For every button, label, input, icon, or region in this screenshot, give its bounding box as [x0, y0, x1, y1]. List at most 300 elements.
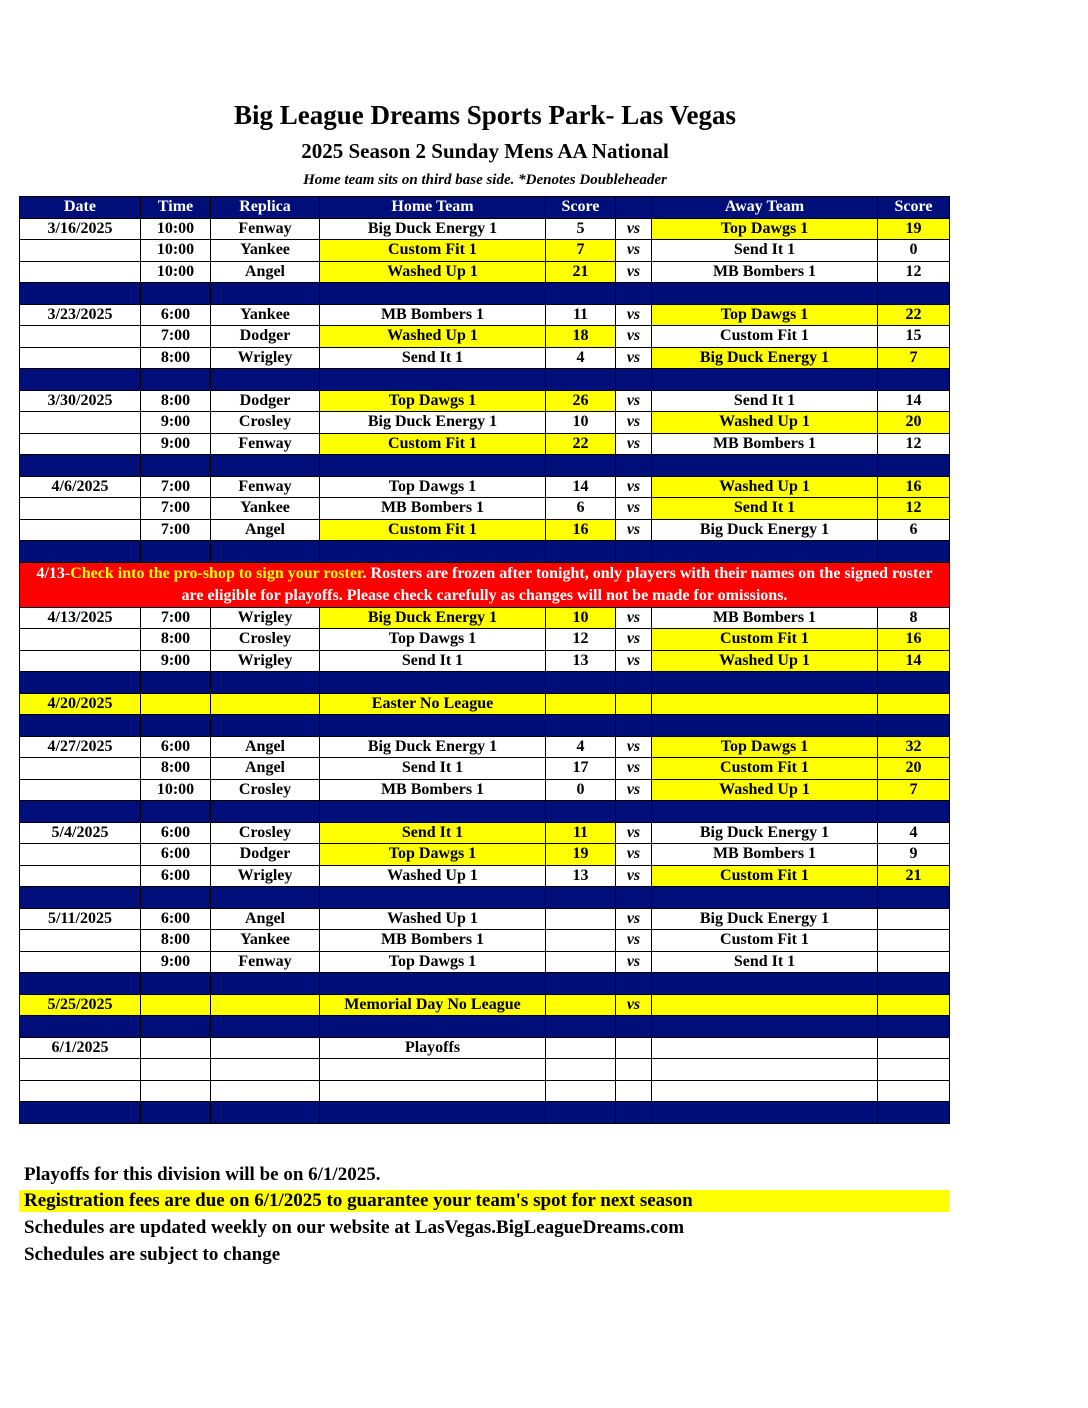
game-time: 10:00 [141, 261, 211, 283]
notice-date: 4/13- [36, 564, 71, 582]
away-team: MB Bombers 1 [652, 261, 878, 283]
away-score: 15 [878, 326, 950, 348]
away-team: Custom Fit 1 [652, 930, 878, 952]
away-team: MB Bombers 1 [652, 433, 878, 455]
empty-cell [878, 1080, 950, 1102]
game-field: Fenway [211, 433, 320, 455]
separator-cell [878, 369, 950, 391]
game-row [20, 498, 950, 520]
game-field: Dodger [211, 844, 320, 866]
separator-cell [616, 541, 652, 563]
game-field: Crosley [211, 629, 320, 651]
empty-cell [141, 1037, 211, 1059]
separator-cell [320, 801, 546, 823]
separator-cell [546, 887, 616, 909]
game-time: 7:00 [141, 607, 211, 629]
game-time: 7:00 [141, 519, 211, 541]
separator-cell [878, 455, 950, 477]
vs-label: vs [616, 844, 652, 866]
home-team: Top Dawgs 1 [320, 390, 546, 412]
game-date [20, 758, 141, 780]
game-row [20, 844, 950, 866]
game-date: 5/4/2025 [20, 822, 141, 844]
game-date [20, 519, 141, 541]
home-team: Send It 1 [320, 347, 546, 369]
game-row [20, 347, 950, 369]
game-field: Wrigley [211, 865, 320, 887]
game-date: 3/30/2025 [20, 390, 141, 412]
empty-row [20, 1080, 950, 1102]
separator-cell [546, 715, 616, 737]
separator-cell [20, 283, 141, 305]
game-date [20, 650, 141, 672]
vs-label: vs [616, 304, 652, 326]
col-header-time: Time [141, 197, 211, 219]
table-header-row [20, 197, 950, 219]
col-header-home-team: Home Team [320, 197, 546, 219]
separator-row [20, 369, 950, 391]
away-team: Washed Up 1 [652, 476, 878, 498]
home-score: 11 [546, 822, 616, 844]
notice-text: . Rosters are frozen after tonight, only players with their names on the signed roster are eligible for playoffs. Please check carefully as changes will not be made for omissions. [181, 564, 933, 604]
empty-cell [878, 1037, 950, 1059]
away-team: Washed Up 1 [652, 650, 878, 672]
separator-cell [141, 672, 211, 694]
col-header-vs [616, 197, 652, 219]
separator-cell [211, 455, 320, 477]
separator-cell [141, 541, 211, 563]
vs-label: vs [616, 779, 652, 801]
separator-cell [211, 672, 320, 694]
away-team: Send It 1 [652, 951, 878, 973]
schedule-body [20, 218, 950, 1123]
home-score: 12 [546, 629, 616, 651]
game-row [20, 908, 950, 930]
separator-cell [546, 1102, 616, 1124]
empty-cell [320, 1080, 546, 1102]
separator-cell [20, 1102, 141, 1124]
game-date [20, 951, 141, 973]
empty-cell [141, 1059, 211, 1081]
game-field: Dodger [211, 326, 320, 348]
separator-cell [211, 715, 320, 737]
game-date [20, 779, 141, 801]
home-team: Big Duck Energy 1 [320, 218, 546, 240]
empty-cell [878, 693, 950, 715]
separator-cell [616, 369, 652, 391]
game-row [20, 519, 950, 541]
vs-label: vs [616, 908, 652, 930]
separator-row [20, 1102, 950, 1124]
separator-cell [320, 715, 546, 737]
game-field: Wrigley [211, 607, 320, 629]
footer-playoffs-note: Playoffs for this division will be on 6/1/2025. [24, 1164, 381, 1185]
home-team: Send It 1 [320, 822, 546, 844]
game-field: Angel [211, 736, 320, 758]
game-date: 4/6/2025 [20, 476, 141, 498]
game-date [20, 930, 141, 952]
empty-cell [211, 1080, 320, 1102]
page-subtitle: 2025 Season 2 Sunday Mens AA National [301, 139, 669, 163]
separator-cell [141, 283, 211, 305]
empty-cell [652, 1059, 878, 1081]
vs-label: vs [616, 930, 652, 952]
game-row [20, 412, 950, 434]
vs-label: vs [616, 412, 652, 434]
away-score: 12 [878, 498, 950, 520]
playoffs-date: 6/1/2025 [20, 1037, 141, 1059]
empty-cell [652, 1080, 878, 1102]
game-row [20, 304, 950, 326]
empty-cell [141, 693, 211, 715]
separator-row [20, 541, 950, 563]
easter-row [20, 693, 950, 715]
away-team: Custom Fit 1 [652, 865, 878, 887]
away-score: 20 [878, 412, 950, 434]
home-team: Top Dawgs 1 [320, 951, 546, 973]
home-team: Washed Up 1 [320, 326, 546, 348]
away-team: Top Dawgs 1 [652, 736, 878, 758]
away-score: 14 [878, 650, 950, 672]
separator-cell [20, 455, 141, 477]
vs-label: vs [616, 240, 652, 262]
game-field: Yankee [211, 498, 320, 520]
away-score: 16 [878, 629, 950, 651]
vs-label: vs [616, 758, 652, 780]
separator-cell [878, 973, 950, 995]
away-score: 7 [878, 779, 950, 801]
playoffs-row [20, 1037, 950, 1059]
separator-cell [320, 672, 546, 694]
home-score: 17 [546, 758, 616, 780]
vs-label: vs [616, 865, 652, 887]
home-score: 18 [546, 326, 616, 348]
vs-label: vs [616, 476, 652, 498]
game-field: Crosley [211, 412, 320, 434]
separator-cell [20, 1016, 141, 1038]
separator-cell [141, 1102, 211, 1124]
separator-cell [652, 455, 878, 477]
game-time: 9:00 [141, 412, 211, 434]
home-score: 4 [546, 347, 616, 369]
game-row [20, 650, 950, 672]
game-row [20, 476, 950, 498]
away-score: 4 [878, 822, 950, 844]
away-team: Custom Fit 1 [652, 629, 878, 651]
separator-cell [141, 887, 211, 909]
separator-cell [546, 369, 616, 391]
home-team: Custom Fit 1 [320, 519, 546, 541]
away-score: 12 [878, 433, 950, 455]
special-text: Easter No League [320, 693, 546, 715]
separator-row [20, 715, 950, 737]
home-team: MB Bombers 1 [320, 930, 546, 952]
separator-cell [616, 672, 652, 694]
separator-cell [141, 801, 211, 823]
schedule-note: Home team sits on third base side. *Denotes Doubleheader [303, 172, 667, 188]
separator-cell [320, 455, 546, 477]
notice-highlight: Check into the pro-shop to sign your roster [70, 564, 363, 582]
away-score: 0 [878, 240, 950, 262]
away-score: 14 [878, 390, 950, 412]
separator-cell [652, 672, 878, 694]
game-field: Wrigley [211, 650, 320, 672]
game-time: 6:00 [141, 736, 211, 758]
game-time: 10:00 [141, 240, 211, 262]
home-team: Send It 1 [320, 758, 546, 780]
away-score: 7 [878, 347, 950, 369]
col-header-away-score: Score [878, 197, 950, 219]
game-time: 10:00 [141, 218, 211, 240]
empty-cell [320, 1059, 546, 1081]
away-team: Send It 1 [652, 240, 878, 262]
game-date: 3/23/2025 [20, 304, 141, 326]
home-score: 13 [546, 650, 616, 672]
game-field: Angel [211, 261, 320, 283]
home-team: Big Duck Energy 1 [320, 736, 546, 758]
separator-cell [320, 887, 546, 909]
game-time: 8:00 [141, 347, 211, 369]
game-time: 8:00 [141, 758, 211, 780]
game-row [20, 261, 950, 283]
game-time: 6:00 [141, 844, 211, 866]
game-row [20, 218, 950, 240]
game-time: 7:00 [141, 476, 211, 498]
separator-cell [546, 801, 616, 823]
game-date: 4/27/2025 [20, 736, 141, 758]
separator-cell [211, 283, 320, 305]
vs-label: vs [616, 650, 652, 672]
separator-cell [878, 283, 950, 305]
game-date [20, 261, 141, 283]
schedule-table [19, 196, 950, 1124]
game-field: Angel [211, 758, 320, 780]
away-team: MB Bombers 1 [652, 607, 878, 629]
game-row [20, 736, 950, 758]
separator-cell [616, 1102, 652, 1124]
special-date: 5/25/2025 [20, 994, 141, 1016]
away-team: Big Duck Energy 1 [652, 347, 878, 369]
separator-cell [211, 541, 320, 563]
game-row [20, 930, 950, 952]
separator-cell [878, 1102, 950, 1124]
separator-cell [211, 801, 320, 823]
game-row [20, 390, 950, 412]
home-score: 10 [546, 607, 616, 629]
separator-cell [320, 541, 546, 563]
away-score: 22 [878, 304, 950, 326]
special-date: 4/20/2025 [20, 693, 141, 715]
vs-label: vs [616, 607, 652, 629]
game-field: Yankee [211, 304, 320, 326]
footer-registration-note: Registration fees are due on 6/1/2025 to guarantee your team's spot for next season [19, 1190, 949, 1212]
home-team: Send It 1 [320, 650, 546, 672]
memorial-row [20, 994, 950, 1016]
home-score: 26 [546, 390, 616, 412]
empty-cell [211, 994, 320, 1016]
separator-row [20, 801, 950, 823]
away-team: Washed Up 1 [652, 779, 878, 801]
empty-cell [652, 1037, 878, 1059]
vs-label: vs [616, 390, 652, 412]
footer-website-note: Schedules are updated weekly on our website at LasVegas.BigLeagueDreams.com [24, 1217, 685, 1238]
vs-label: vs [616, 822, 652, 844]
home-score [546, 908, 616, 930]
game-date: 5/11/2025 [20, 908, 141, 930]
separator-cell [652, 283, 878, 305]
separator-cell [20, 887, 141, 909]
home-score: 11 [546, 304, 616, 326]
separator-cell [20, 973, 141, 995]
vs-label: vs [616, 218, 652, 240]
home-team: Big Duck Energy 1 [320, 607, 546, 629]
home-score: 22 [546, 433, 616, 455]
home-score: 5 [546, 218, 616, 240]
home-score [546, 930, 616, 952]
separator-cell [141, 715, 211, 737]
separator-cell [20, 715, 141, 737]
game-date [20, 412, 141, 434]
home-team: Top Dawgs 1 [320, 629, 546, 651]
game-time: 6:00 [141, 865, 211, 887]
roster-notice [20, 562, 950, 607]
separator-cell [546, 1016, 616, 1038]
away-team: Send It 1 [652, 390, 878, 412]
separator-cell [320, 973, 546, 995]
away-team: Big Duck Energy 1 [652, 908, 878, 930]
away-score: 20 [878, 758, 950, 780]
home-score: 21 [546, 261, 616, 283]
separator-cell [320, 1102, 546, 1124]
home-score [546, 951, 616, 973]
away-score [878, 930, 950, 952]
separator-cell [652, 1102, 878, 1124]
separator-cell [616, 973, 652, 995]
col-header-home-score: Score [546, 197, 616, 219]
game-date: 3/16/2025 [20, 218, 141, 240]
home-score: 4 [546, 736, 616, 758]
col-header-date: Date [20, 197, 141, 219]
away-team: Big Duck Energy 1 [652, 519, 878, 541]
away-team: MB Bombers 1 [652, 844, 878, 866]
game-field: Dodger [211, 390, 320, 412]
away-score: 21 [878, 865, 950, 887]
away-score: 6 [878, 519, 950, 541]
empty-cell [546, 1080, 616, 1102]
empty-cell [141, 1080, 211, 1102]
separator-cell [652, 541, 878, 563]
separator-cell [546, 973, 616, 995]
vs-label: vs [616, 433, 652, 455]
empty-cell [20, 1080, 141, 1102]
home-team: MB Bombers 1 [320, 498, 546, 520]
separator-cell [652, 369, 878, 391]
separator-row [20, 887, 950, 909]
away-team: Top Dawgs 1 [652, 218, 878, 240]
away-team: Washed Up 1 [652, 412, 878, 434]
game-time: 6:00 [141, 908, 211, 930]
separator-cell [616, 1016, 652, 1038]
separator-cell [652, 1016, 878, 1038]
separator-row [20, 455, 950, 477]
game-field: Fenway [211, 476, 320, 498]
game-field: Crosley [211, 822, 320, 844]
home-score: 14 [546, 476, 616, 498]
separator-cell [878, 801, 950, 823]
separator-cell [616, 801, 652, 823]
vs-label: vs [616, 629, 652, 651]
game-time: 9:00 [141, 650, 211, 672]
separator-cell [878, 672, 950, 694]
game-date [20, 326, 141, 348]
separator-cell [546, 672, 616, 694]
separator-cell [141, 973, 211, 995]
playoffs-text: Playoffs [320, 1037, 546, 1059]
vs-label [616, 693, 652, 715]
game-field: Fenway [211, 218, 320, 240]
empty-cell [616, 1059, 652, 1081]
footer-change-note: Schedules are subject to change [24, 1244, 281, 1265]
game-row [20, 433, 950, 455]
home-score: 0 [546, 779, 616, 801]
away-score [878, 908, 950, 930]
special-text: Memorial Day No League [320, 994, 546, 1016]
empty-cell [20, 1059, 141, 1081]
game-time: 6:00 [141, 304, 211, 326]
home-score: 13 [546, 865, 616, 887]
game-field: Yankee [211, 930, 320, 952]
separator-cell [878, 1016, 950, 1038]
separator-cell [616, 887, 652, 909]
separator-cell [652, 715, 878, 737]
separator-row [20, 1016, 950, 1038]
game-row [20, 607, 950, 629]
separator-cell [652, 973, 878, 995]
game-row [20, 865, 950, 887]
separator-cell [211, 369, 320, 391]
separator-cell [546, 283, 616, 305]
away-team: Custom Fit 1 [652, 326, 878, 348]
home-team: MB Bombers 1 [320, 779, 546, 801]
home-team: MB Bombers 1 [320, 304, 546, 326]
home-score: 16 [546, 519, 616, 541]
separator-cell [546, 455, 616, 477]
vs-label: vs [616, 347, 652, 369]
separator-cell [878, 887, 950, 909]
home-team: Big Duck Energy 1 [320, 412, 546, 434]
separator-row [20, 283, 950, 305]
separator-cell [20, 541, 141, 563]
away-team: Custom Fit 1 [652, 758, 878, 780]
separator-cell [878, 541, 950, 563]
separator-cell [211, 887, 320, 909]
empty-cell [652, 693, 878, 715]
game-time: 8:00 [141, 629, 211, 651]
game-row [20, 326, 950, 348]
away-score [878, 951, 950, 973]
game-date: 4/13/2025 [20, 607, 141, 629]
game-time: 10:00 [141, 779, 211, 801]
col-header-away-team: Away Team [652, 197, 878, 219]
empty-cell [616, 1080, 652, 1102]
away-score: 9 [878, 844, 950, 866]
empty-cell [211, 693, 320, 715]
separator-cell [141, 369, 211, 391]
empty-cell [616, 1037, 652, 1059]
vs-label: vs [616, 736, 652, 758]
page-title: Big League Dreams Sports Park- Las Vegas [233, 100, 737, 130]
separator-cell [320, 369, 546, 391]
